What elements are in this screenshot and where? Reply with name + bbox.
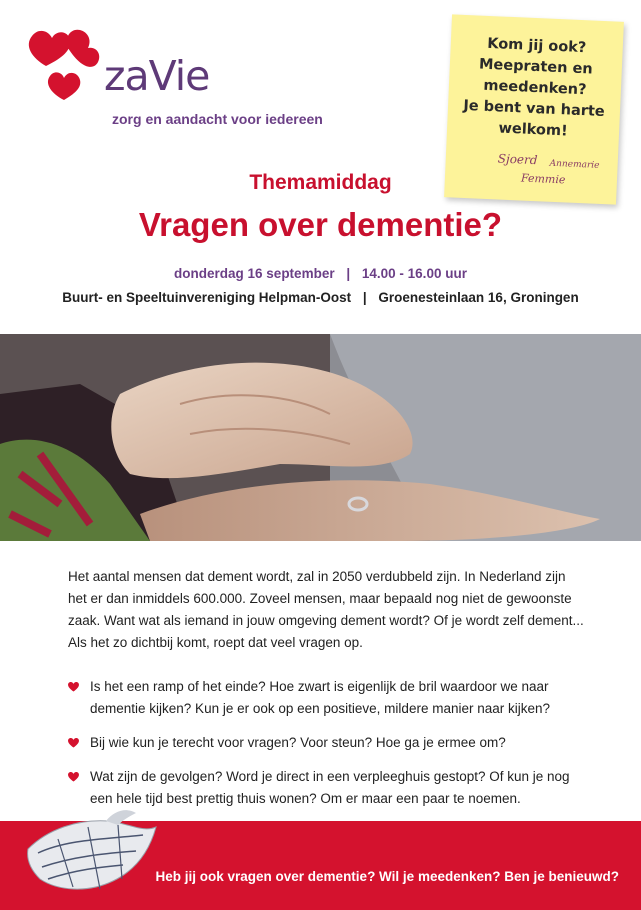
separator: |	[346, 266, 351, 281]
heart-bullet-icon	[68, 772, 79, 782]
list-item	[68, 676, 588, 720]
logo-tagline: zorg en aandacht voor iedereen	[112, 111, 323, 127]
sticky-note-text	[447, 32, 623, 144]
event-time: 14.00 - 16.00 uur	[361, 266, 467, 281]
event-date-line	[0, 266, 641, 281]
handkerchief-icon	[18, 809, 168, 895]
separator: |	[362, 290, 367, 305]
bottom-banner	[0, 821, 641, 910]
list-item-text: Wat zijn de gevolgen? Word je direct in een verpleeghuis gestopt? Of kun je nog een hele tijd best prettig thuis wonen? Om er maar een paar te noemen.	[90, 769, 570, 806]
intro-paragraph: Het aantal mensen dat dement wordt, zal in 2050 verdubbeld zijn. In Nederland zijn het er dan inmiddels 600.000. Zoveel mensen, maar bepaald nog niet de gewoonste zaak. Want wat als iemand in jouw omgeving dement wordt? Of je wordt zelf dement... Als het zo dichtbij komt, roept dat veel vragen op.	[68, 569, 584, 650]
sticky-line: Je bent van harte	[463, 97, 606, 121]
signature-sjoerd: Sjoerd	[497, 151, 538, 168]
list-item-text: Is het een ramp of het einde? Hoe zwart is eigenlijk de bril waardoor we naar dementie kijken? Kun je er ook op een positieve, mildere manier naar kijken?	[90, 679, 551, 716]
list-item-text: Bij wie kun je terecht voor vragen? Voor steun? Hoe ga je ermee om?	[90, 735, 506, 750]
event-date: donderdag 16 september	[174, 266, 335, 281]
list-item	[68, 766, 588, 810]
heart-bullet-icon	[68, 738, 79, 748]
logo-wordmark: zaVie	[104, 52, 210, 100]
hands-photo	[0, 334, 641, 541]
banner-text: Heb jij ook vragen over dementie? Wil je meedenken? Ben je benieuwd?	[155, 869, 619, 884]
sticky-line: welkom!	[498, 120, 568, 140]
event-subtitle: Themamiddag	[249, 171, 392, 194]
question-list	[68, 676, 588, 822]
event-venue: Buurt- en Speeltuinvereniging Helpman-Oost	[62, 290, 352, 305]
event-address: Groenesteinlaan 16, Groningen	[378, 290, 579, 305]
sticky-line: Meepraten en	[478, 56, 594, 78]
event-title: Vragen over dementie?	[138, 206, 503, 243]
event-venue-line	[0, 290, 641, 305]
heart-bullet-icon	[68, 682, 79, 692]
signature-annemarie: Annemarie	[549, 158, 600, 171]
hands-illustration	[0, 334, 641, 541]
three-hearts-icon	[22, 22, 102, 102]
sticky-line: meedenken?	[483, 77, 587, 99]
sticky-line: Kom jij ook?	[486, 35, 587, 57]
list-item	[68, 732, 588, 754]
signature-femmie: Femmie	[520, 171, 566, 187]
